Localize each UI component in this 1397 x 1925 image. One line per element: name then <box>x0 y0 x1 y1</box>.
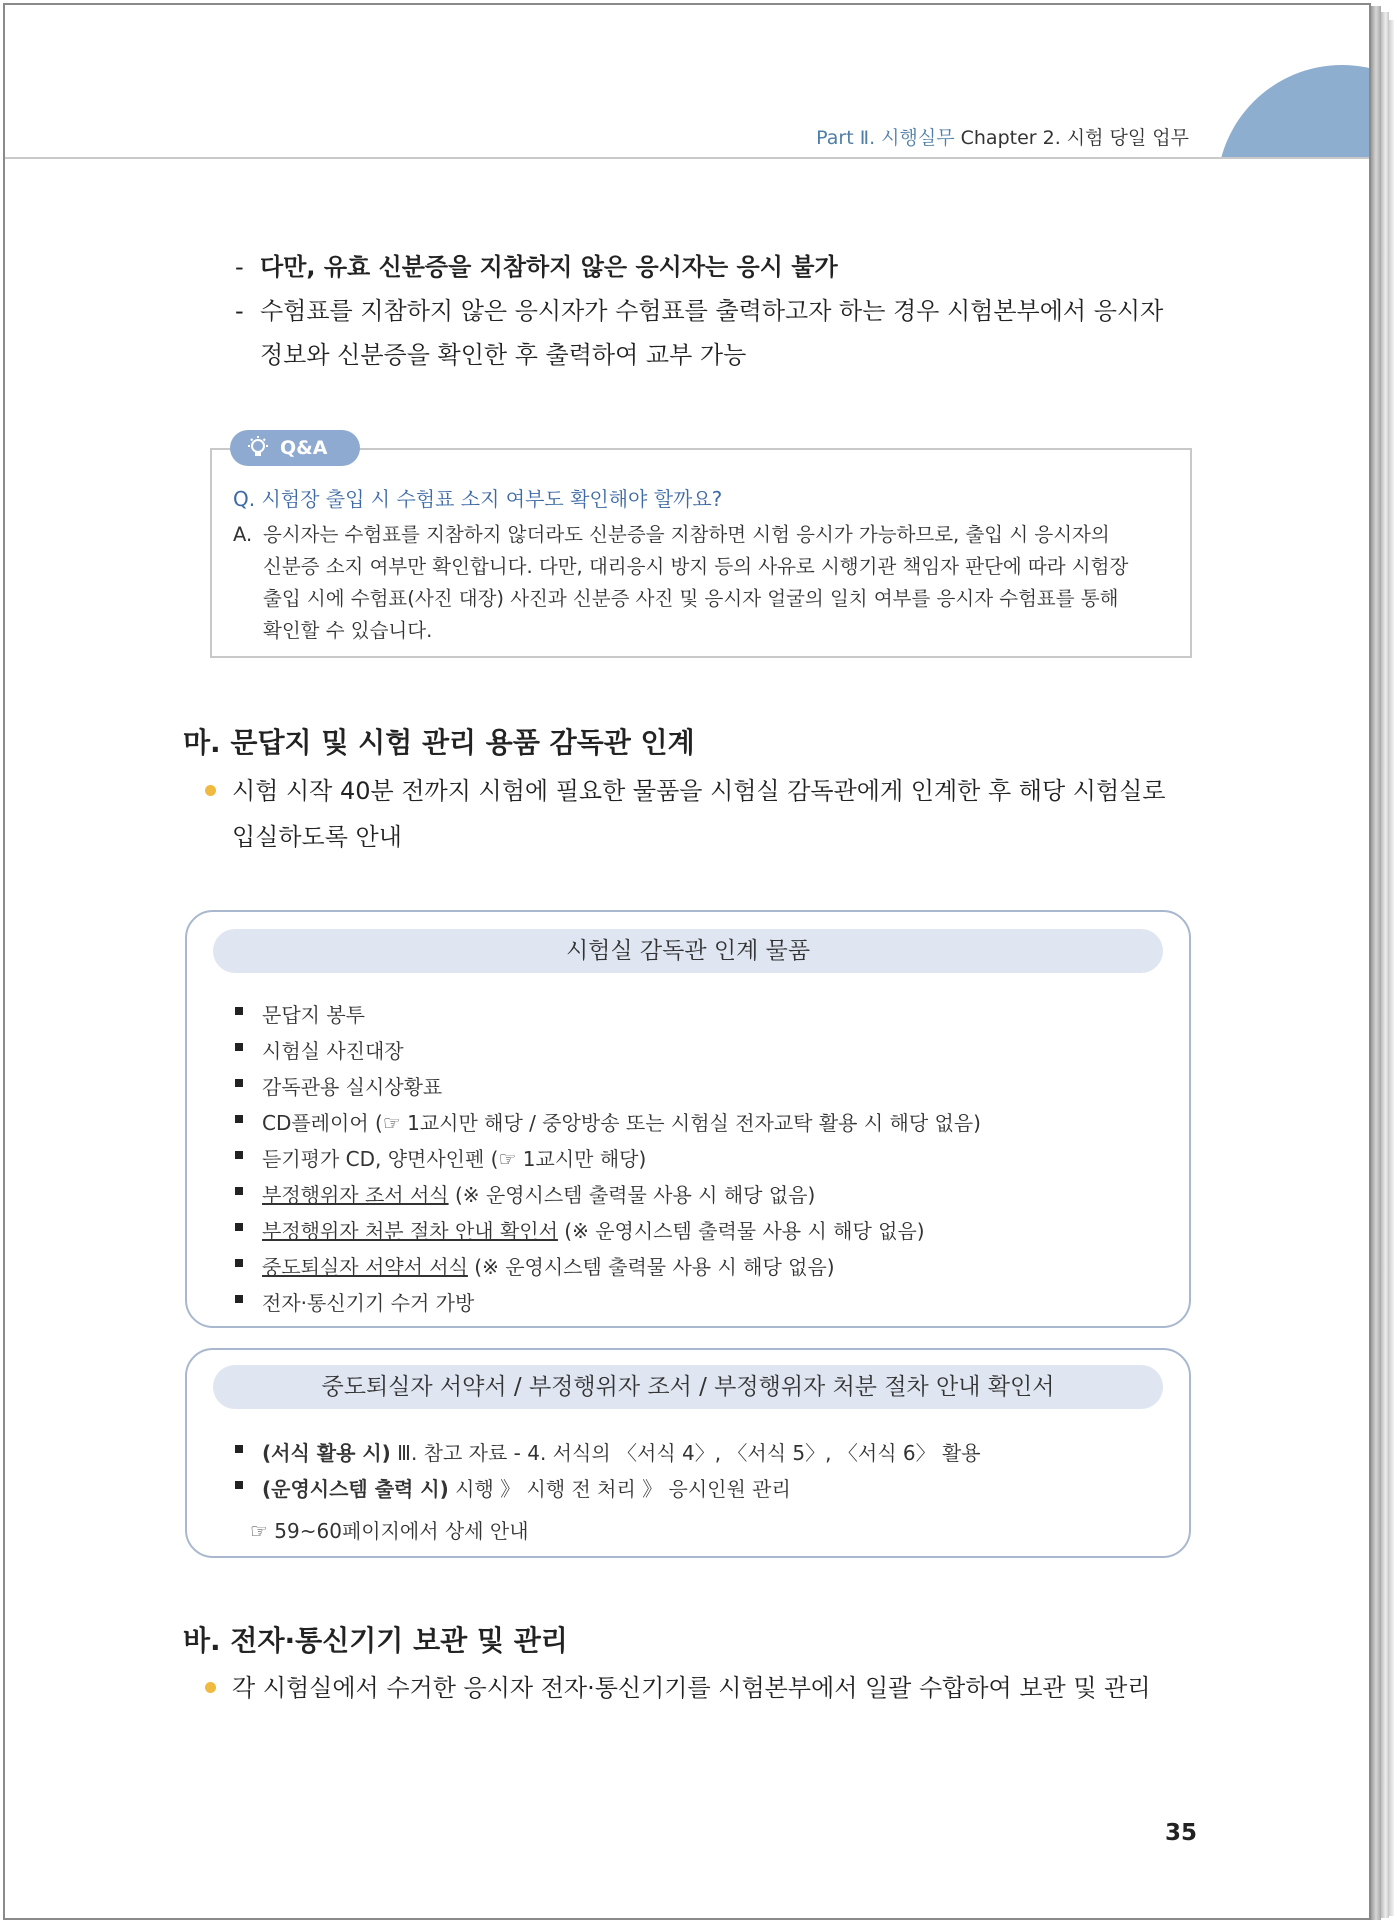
section-heading-ma: 마. 문답지 및 시험 관리 용품 감독관 인계 <box>183 726 695 759</box>
qa-tag-label: Q&A <box>280 437 328 459</box>
section-heading-ba: 바. 전자·통신기기 보관 및 관리 <box>183 1624 568 1657</box>
dash-mark: - <box>235 297 244 325</box>
square-bullet <box>235 1259 243 1267</box>
lightbulb-icon <box>246 436 270 460</box>
qa-question: Q. 시험장 출입 시 수험표 소지 여부도 확인해야 할까요? <box>233 487 723 511</box>
square-bullet <box>235 1481 243 1489</box>
document-page <box>3 3 1371 1920</box>
page-edge <box>1371 6 1381 1920</box>
bullet-dot <box>205 1682 216 1693</box>
square-bullet <box>235 1079 243 1087</box>
item-text: 감독관용 실시상황표 <box>262 1075 443 1099</box>
square-bullet <box>235 1115 243 1123</box>
forms-box-title: 중도퇴실자 서약서 / 부정행위자 조서 / 부정행위자 처분 절차 안내 확인서 <box>213 1365 1163 1409</box>
qa-answer-text <box>263 519 1173 647</box>
square-bullet <box>235 1295 243 1303</box>
intro-line-2b: 정보와 신분증을 확인한 후 출력하여 교부 가능 <box>260 341 747 369</box>
square-bullet <box>235 1043 243 1051</box>
qa-answer-line: 응시자는 수험표를 지참하지 않더라도 신분증을 지참하면 시험 응시가 가능하므로, 출입 시 응시자의 <box>263 523 1110 546</box>
qa-tag <box>230 430 360 466</box>
section-ba-line: 각 시험실에서 수거한 응시자 전자·통신기기를 시험본부에서 일괄 수합하여 보관 및 관리 <box>232 1674 1151 1702</box>
header-rule <box>5 157 1371 159</box>
item-note: (※ 운영시스템 출력물 사용 시 해당 없음) <box>448 1183 816 1207</box>
qa-answer-line: 신분증 소지 여부만 확인합니다. 다만, 대리응시 방지 등의 사유로 시행기관 책임자 판단에 따라 시험장 <box>263 555 1129 578</box>
page-number: 35 <box>1165 1820 1198 1846</box>
item-text: 중도퇴실자 서약서 서식 <box>262 1255 468 1279</box>
square-bullet <box>235 1151 243 1159</box>
item-label: (운영시스템 출력 시) <box>262 1477 449 1501</box>
square-bullet <box>235 1187 243 1195</box>
page-edge <box>1381 12 1389 1918</box>
section-ma-line-2: 입실하도록 안내 <box>232 823 402 851</box>
reference-note <box>250 1515 529 1544</box>
item-text: 부정행위자 조서 서식 <box>262 1183 449 1207</box>
item-note: (※ 운영시스템 출력물 사용 시 해당 없음) <box>557 1219 925 1243</box>
item-note: (☞ 1교시만 해당) <box>484 1147 647 1171</box>
qa-answer-line: 확인할 수 있습니다. <box>263 619 433 642</box>
qa-answer-line: 출입 시에 수험표(사진 대장) 사진과 신분증 사진 및 응시자 얼굴의 일치 여부를 응시자 수험표를 통해 <box>263 587 1119 610</box>
item-text: Ⅲ. 참고 자료 - 4. 서식의 〈서식 4〉, 〈서식 5〉, 〈서식 6〉 활용 <box>390 1441 981 1465</box>
note-text: ☞ 59~60페이지에서 상세 안내 <box>250 1519 529 1543</box>
header-part: Part Ⅱ. 시행실무 <box>816 127 955 149</box>
square-bullet <box>235 1007 243 1015</box>
square-bullet <box>235 1445 243 1453</box>
page-edge <box>1389 20 1394 1916</box>
item-text: 시험실 사진대장 <box>262 1039 404 1063</box>
item-text: CD플레이어 <box>262 1111 369 1135</box>
qa-answer-label: A. <box>233 523 253 546</box>
item-text: 듣기평가 CD, 양면사인펜 <box>262 1147 485 1171</box>
handover-items-title: 시험실 감독관 인계 물품 <box>213 929 1163 973</box>
item-note: (☞ 1교시만 해당 / 중앙방송 또는 시험실 전자교탁 활용 시 해당 없음) <box>368 1111 981 1135</box>
bullet-dot <box>205 785 216 796</box>
running-header <box>816 123 1189 150</box>
header-chapter: Chapter 2. 시험 당일 업무 <box>960 127 1189 149</box>
dash-mark: - <box>235 253 244 281</box>
intro-line-1: 다만, 유효 신분증을 지참하지 않은 응시자는 응시 불가 <box>260 253 838 281</box>
item-text: 부정행위자 처분 절차 안내 확인서 <box>262 1219 558 1243</box>
section-ma-line-1: 시험 시작 40분 전까지 시험에 필요한 물품을 시험실 감독관에게 인계한 후 해당 시험실로 <box>232 777 1166 805</box>
item-note: (※ 운영시스템 출력물 사용 시 해당 없음) <box>467 1255 835 1279</box>
item-text: 문답지 봉투 <box>262 1003 365 1027</box>
item-text: 시행 》 시행 전 처리 》 응시인원 관리 <box>448 1477 791 1501</box>
square-bullet <box>235 1223 243 1231</box>
item-text: 전자·통신기기 수거 가방 <box>262 1291 475 1315</box>
item-label: (서식 활용 시) <box>262 1441 391 1465</box>
intro-line-2a: 수험표를 지참하지 않은 응시자가 수험표를 출력하고자 하는 경우 시험본부에서 응시자 <box>260 297 1164 325</box>
